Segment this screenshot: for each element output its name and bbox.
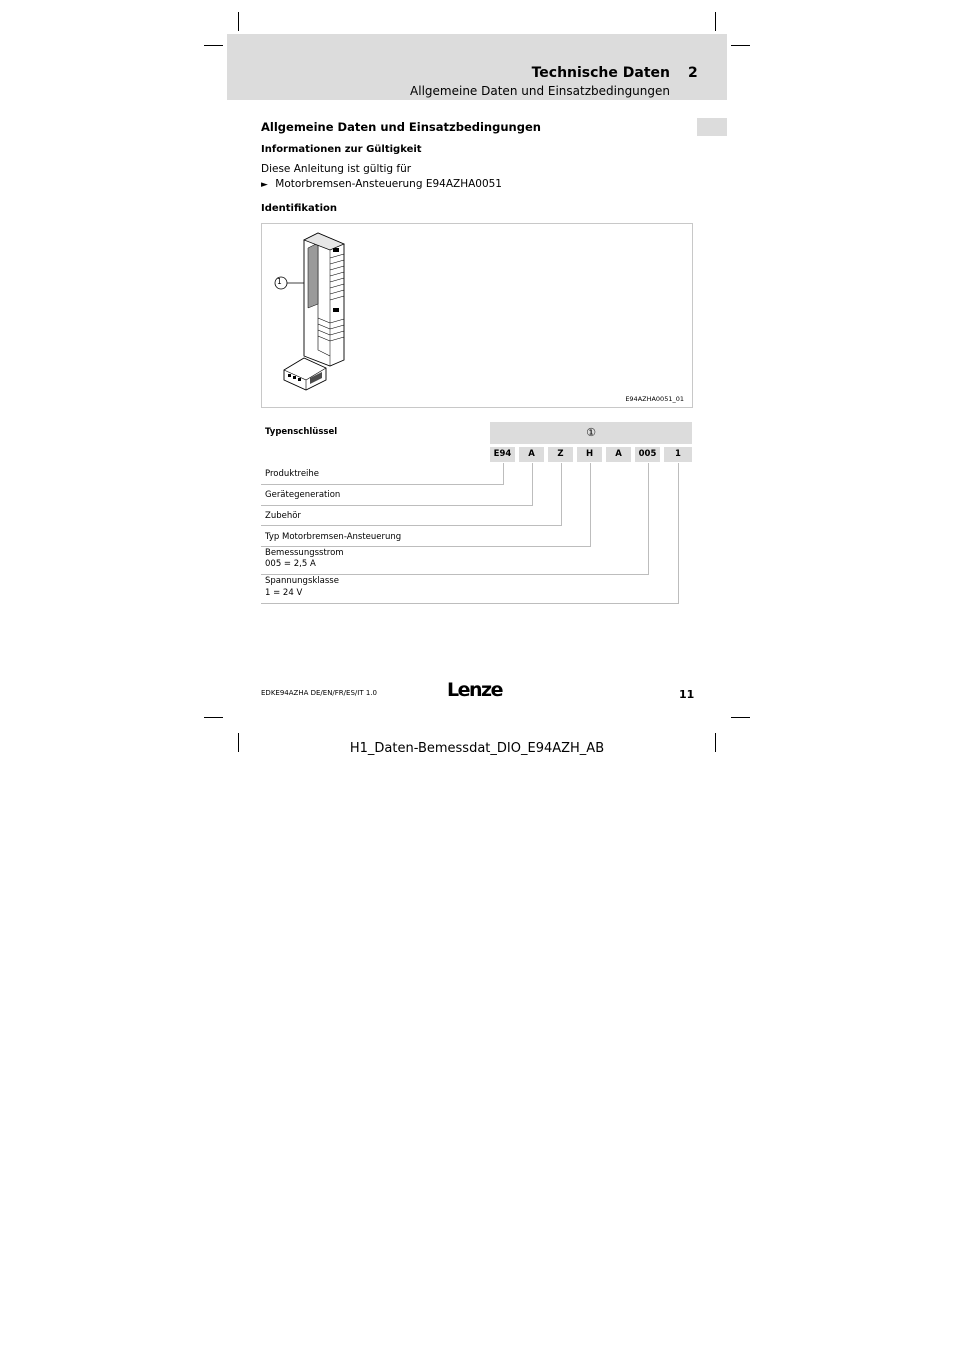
identification-figure <box>261 223 693 408</box>
type-key-connector <box>678 463 679 604</box>
crop-mark <box>731 717 750 718</box>
crop-mark <box>715 12 716 31</box>
type-key-row-label: Produktreihe <box>265 469 320 479</box>
type-code-cell: E94 <box>490 447 515 462</box>
type-code-cell: 1 <box>664 447 692 462</box>
figure-callout-number: 1 <box>277 277 282 286</box>
type-key-connector <box>561 463 562 526</box>
main-heading: Allgemeine Daten und Einsatzbedingungen <box>261 120 541 134</box>
type-key-connector <box>590 463 591 547</box>
type-code-cell: A <box>606 447 631 462</box>
crop-mark <box>238 12 239 31</box>
type-key-connector <box>532 463 533 506</box>
type-key-row-label: Typ Motorbremsen-Ansteuerung <box>265 532 402 542</box>
document-id: EDKE94AZHA DE/EN/FR/ES/IT 1.0 <box>261 689 377 697</box>
type-key-row-label: Spannungsklasse <box>265 576 339 586</box>
type-key-connector <box>261 484 504 485</box>
job-label: H1_Daten-Bemessdat_DIO_E94AZH_AB <box>349 741 605 756</box>
type-key-row-detail: 1 = 24 V <box>265 588 303 598</box>
crop-mark <box>204 45 223 46</box>
validity-text: Diese Anleitung ist gültig für <box>261 163 412 175</box>
type-key-row-label: Zubehör <box>265 511 301 521</box>
identification-heading: Identifikation <box>261 203 337 214</box>
bullet-arrow-icon: ► <box>261 180 268 190</box>
type-key-connector <box>648 463 649 575</box>
section-title: Technische Daten <box>531 65 670 81</box>
type-key-connector <box>261 603 679 604</box>
type-key-row-label: Bemessungsstrom <box>265 548 344 558</box>
type-code-cell: A <box>519 447 544 462</box>
type-key-label: Typenschlüssel <box>265 427 338 437</box>
type-key-connector <box>261 525 562 526</box>
lenze-logo: Lenze <box>447 679 502 701</box>
type-key-connector <box>503 463 504 485</box>
validity-heading: Informationen zur Gültigkeit <box>261 144 422 155</box>
type-key-connector <box>261 505 533 506</box>
type-key-connector <box>261 546 591 547</box>
chapter-tab <box>697 118 727 136</box>
type-key-header <box>490 422 692 444</box>
section-subtitle: Allgemeine Daten und Einsatzbedingungen <box>410 84 670 98</box>
figure-caption: E94AZHA0051_01 <box>625 395 684 403</box>
validity-list-item <box>261 178 502 190</box>
chapter-number: 2 <box>688 65 698 81</box>
validity-item-text: Motorbremsen-Ansteuerung E94AZHA0051 <box>275 178 502 190</box>
crop-mark <box>204 717 223 718</box>
type-key-row-detail: 005 = 2,5 A <box>265 559 316 569</box>
type-key-connector <box>261 574 649 575</box>
type-code-cell: 005 <box>635 447 660 462</box>
type-key-row-label: Gerätegeneration <box>265 490 341 500</box>
device-illustration <box>266 228 386 398</box>
type-key-symbol: ① <box>586 426 596 439</box>
type-code-cell: Z <box>548 447 573 462</box>
crop-mark <box>731 45 750 46</box>
page-number: 11 <box>679 688 695 701</box>
type-code-cell: H <box>577 447 602 462</box>
